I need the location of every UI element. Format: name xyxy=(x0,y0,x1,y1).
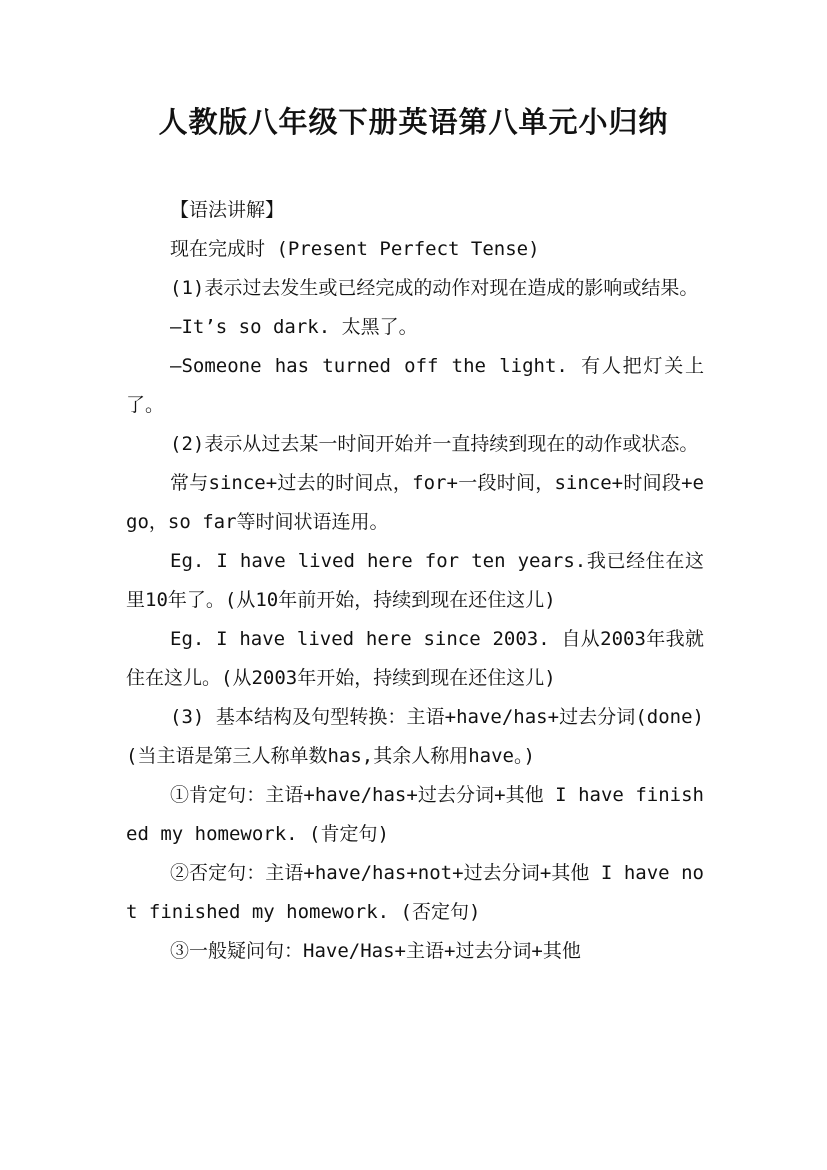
paragraph: 常与since+过去的时间点，for+一段时间，since+时间段+ego，so far等时间状语连用。 xyxy=(126,472,704,533)
section-heading: 【语法讲解】 xyxy=(170,199,285,221)
document-body xyxy=(126,191,704,971)
paragraph: (3) 基本结构及句型转换：主语+have/has+过去分词(done)(当主语是第三人称单数has,其余人称用have。) xyxy=(126,706,704,767)
paragraph: ③一般疑问句：Have/Has+主语+过去分词+其他 xyxy=(170,940,581,962)
paragraph: (1)表示过去发生或已经完成的动作对现在造成的影响或结果。 xyxy=(170,277,699,299)
example-line: —It’s so dark. 太黑了。 xyxy=(170,316,418,338)
paragraph: (2)表示从过去某一时间开始并一直持续到现在的动作或状态。 xyxy=(170,433,699,455)
example-line: Eg. I have lived here since 2003. 自从2003年我就住在这儿。(从2003年开始，持续到现在还住这儿) xyxy=(126,628,704,689)
topic-heading: 现在完成时 (Present Perfect Tense) xyxy=(170,238,540,260)
paragraph: ②否定句：主语+have/has+not+过去分词+其他 I have not finished my homework. (否定句) xyxy=(126,862,704,923)
document-title: 人教版八年级下册英语第八单元小归纳 xyxy=(158,105,669,139)
example-line: Eg. I have lived here for ten years.我已经住在这里10年了。(从10年前开始，持续到现在还住这儿) xyxy=(126,550,704,611)
paragraph: ①肯定句：主语+have/has+过去分词+其他 I have finished my homework. (肯定句) xyxy=(126,784,704,845)
example-line: —Someone has turned off the light. 有人把灯关上了。 xyxy=(126,355,704,416)
